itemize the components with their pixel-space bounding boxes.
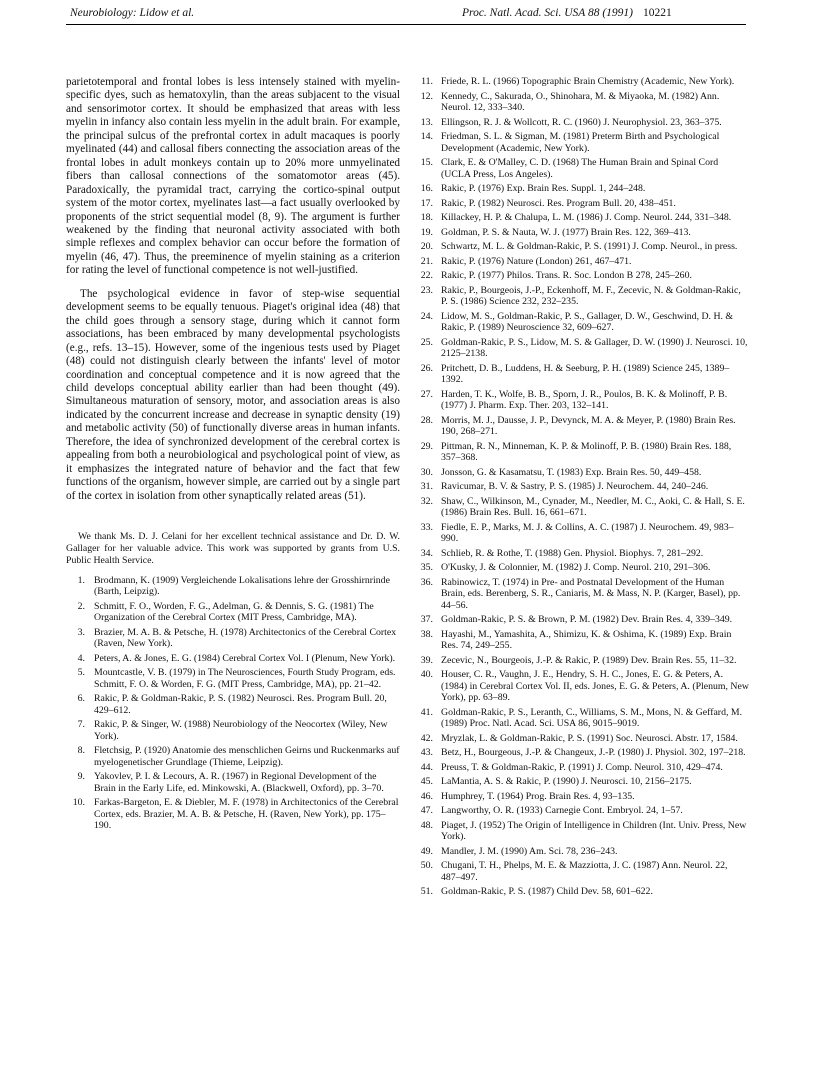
reference-number: 47. [420,805,433,816]
reference-item [414,562,749,574]
reference-text: Jonsson, G. & Kasamatsu, T. (1983) Exp. Brain Res. 50, 449–458. [441,466,702,478]
reference-number: 44. [420,761,433,773]
reference-text: Goldman-Rakic, P. S., Leranth, C., Williams, S. M., Mons, N. & Geffard, M. (1989) Proc. Natl. Acad. Sci. USA 86, 9015–9019. [441,706,743,729]
reference-item [414,496,749,519]
reference-text: Clark, E. & O'Malley, C. D. (1968) The Human Brain and Spinal Cord (UCLA Press, Los Angeles). [441,157,719,180]
reference-text: Fiedle, E. P., Marks, M. J. & Collins, A. C. (1987) J. Neurochem. 49, 983–990. [441,521,734,544]
body-paragraph-psychology: The psychological evidence in favor of step-wise sequential development seems to be equally tenuous. Piaget's original idea (48) that the child goes through a sensory stage, during which it cannot form associations, has been embraced by many developmental psychologists (e.g., refs. 13–15). However, some of the ingenious tests used by Piaget (48) could not distinguish clearly between the infants' level of motor coordination and conceptual competence and it is now agreed that the child develops conceptual ability earlier than had been thought (49). Simultaneous maturation of sensory, motor, and association areas is also indicated by the concurrent increase and decrease in synaptic density (19) and metabolic activity (50) of functionally diverse areas in human infants. Therefore, the idea of synchronized development of the cerebral cortex is appealing from both a neurobiological and psychological point of view, as it emphasizes the integrated nature of behavior and the fact that few functions of the organism, however simple, are carried out by a single part of the cortex in isolation from other synaptically related areas (51). [66,287,400,502]
reference-number: 49. [420,845,433,857]
reference-item [414,776,749,788]
reference-item [414,669,749,704]
reference-number: 34. [420,547,433,559]
reference-number: 3. [77,626,85,638]
reference-text: Hayashi, M., Yamashita, A., Shimizu, K. & Oshima, K. (1989) Exp. Brain Res. 74, 249–255. [441,628,732,651]
reference-number: 27. [420,388,433,400]
reference-text: Ellingson, R. J. & Wollcott, R. C. (1960) J. Neurophysiol. 23, 363–375. [441,116,722,128]
reference-number: 36. [420,576,433,588]
reference-item [414,614,749,626]
reference-text: Mandler, J. M. (1990) Am. Sci. 78, 236–243. [441,845,618,857]
reference-item [414,117,749,129]
journal-citation: Proc. Natl. Acad. Sci. USA 88 (1991) [462,7,633,19]
reference-number: 1. [77,574,85,586]
reference-number: 46. [420,790,433,802]
reference-number: 19. [420,226,433,238]
reference-item [414,227,749,239]
reference-text: Chugani, T. H., Phelps, M. E. & Mazziotta, J. C. (1987) Ann. Neurol. 22, 487–497. [441,860,728,883]
reference-text: Goldman-Rakic, P. S. & Brown, P. M. (1982) Dev. Brain Res. 4, 339–349. [441,614,733,625]
reference-number: 28. [420,414,433,426]
reference-text: Brazier, M. A. B. & Petsche, H. (1978) Architectonics of the Cerebral Cortex (Raven, New York). [94,626,397,650]
reference-number: 32. [420,495,433,507]
reference-item [414,733,749,745]
reference-number: 6. [77,693,85,705]
reference-item [414,548,749,560]
reference-text: Lidow, M. S., Goldman-Rakic, P. S., Gallager, D. W., Geschwind, D. H. & Rakic, P. (1989) Neuroscience 32, 609–627. [441,310,734,333]
reference-text: Rakic, P., Bourgeois, J.-P., Eckenhoff, M. F., Zecevic, N. & Goldman-Rakic, P. S. (1986) Science 232, 232–235. [441,284,741,307]
reference-number: 26. [420,362,433,374]
running-header-right [462,7,672,19]
reference-number: 50. [420,860,433,871]
reference-text: Ravicumar, B. V. & Sastry, P. S. (1985) J. Neurochem. 44, 240–246. [441,481,709,492]
reference-text: Schmitt, F. O., Worden, F. G., Adelman, G. & Dennis, S. G. (1981) The Organization of the Cerebral Cortex (MIT Press, Cambridge, MA). [94,600,374,624]
reference-number: 18. [420,212,433,223]
reference-number: 51. [420,886,433,897]
reference-number: 20. [420,241,433,252]
reference-text: Friede, R. L. (1966) Topographic Brain Chemistry (Academic, New York). [441,76,735,87]
reference-text: Rabinowicz, T. (1974) in Pre- and Postnatal Development of the Human Brain, eds. Berenberg, S. R., Caniaris, M. & Mass, N. P. (Karger, Basel), pp. 44–56. [441,576,741,611]
reference-number: 4. [77,652,85,664]
reference-item [414,337,749,360]
reference-item [66,575,400,598]
reference-item [414,655,749,667]
reference-text: Yakovlev, P. I. & Lecours, A. R. (1967) in Regional Development of the Brain in the Early Life, ed. Minkowski, A. (Blackwell, Oxford), pp. 3–70. [94,771,384,794]
reference-text: Pittman, R. N., Minneman, K. P. & Molinoff, P. B. (1980) Brain Res. 188, 357–368. [441,440,732,463]
reference-text: Rakic, P. (1976) Nature (London) 261, 467–471. [441,255,632,267]
reference-text: Schwartz, M. L. & Goldman-Rakic, P. S. (1991) J. Comp. Neurol., in press. [441,241,738,252]
reference-text: Pritchett, D. B., Luddens, H. & Seeburg, P. H. (1989) Science 245, 1389–1392. [441,362,730,385]
reference-text: Fletchsig, P. (1920) Anatomie des menschlichen Geirns und Ruckenmarks auf myelogenetischer Grundlage (Thieme, Leipzig). [94,745,400,768]
reference-text: Langworthy, O. R. (1933) Carnegie Cont. Embryol. 24, 1–57. [441,805,683,816]
reference-item [414,707,749,730]
left-column [66,76,400,835]
reference-item [414,577,749,612]
reference-number: 30. [420,466,433,478]
acknowledgment: We thank Ms. D. J. Celani for her excellent technical assistance and Dr. D. W. Gallager for her valuable advice. This work was supported by grants from U.S. Public Health Service. [66,531,400,566]
reference-item [414,846,749,858]
reference-item [414,467,749,479]
body-paragraph-myelin: parietotemporal and frontal lobes is less intensely stained with myelin-specific dyes, such as hematoxylin, than the areas subjacent to the visual and sensorimotor cortex. It should be emphasized that areas with less myelin in infancy also contain less myelin in the adult brain. For example, the principal sulcus of the prefrontal cortex in adult macaques is poorly myelinated (44) and callosal fibers connecting the association areas of the frontal lobes in adult monkeys contain up to 20% more unmyelinated fibers than callosal connections of the somatomotor areas (45). Paradoxically, the pyramidal tract, carrying the cortico-spinal output system of the motor cortex, myelinates last—a fact usually overlooked by proponents of the strict sequential model (8, 9). The argument is further weakened by the finding that neuronal activity associated with both simple reflexes and complex behavior can occur before the formation of myelin (46, 47). Thus, the preeminence of myelin staining as a criterion for rating the level of functional competence is not well-justified. [66,76,400,277]
reference-text: Piaget, J. (1952) The Origin of Intelligence in Children (Int. Univ. Press, New York). [441,819,747,842]
reference-number: 14. [420,131,433,142]
reference-text: Mryzlak, L. & Goldman-Rakic, P. S. (1991) Soc. Neurosci. Abstr. 17, 1584. [441,732,738,744]
running-header-left: Neurobiology: Lidow et al. [70,7,195,19]
reference-number: 12. [420,90,433,102]
reference-text: O'Kusky, J. & Colonnier, M. (1982) J. Comp. Neurol. 210, 291–306. [441,562,711,573]
reference-text: Preuss, T. & Goldman-Rakic, P. (1991) J. Comp. Neurol. 310, 429–474. [441,761,723,773]
reference-item [414,311,749,334]
reference-number: 8. [77,745,85,757]
reference-text: Morris, M. J., Dausse, J. P., Devynck, M. A. & Meyer, P. (1980) Brain Res. 190, 268–271. [441,414,736,437]
reference-item [66,771,400,794]
reference-text: Rakic, P. & Goldman-Rakic, P. S. (1982) Neurosci. Res. Program Bull. 20, 429–612. [94,693,387,716]
reference-number: 37. [420,614,433,625]
reference-item [414,270,749,282]
reference-number: 38. [420,628,433,640]
reference-item [414,762,749,774]
reference-item [414,860,749,883]
reference-number: 48. [420,819,433,831]
reference-item [414,389,749,412]
reference-text: Houser, C. R., Vaughn, J. E., Hendry, S. H. C., Jones, E. G. & Peters, A. (1984) in Cerebral Cortex Vol. II, eds. Jones, E. G. & Peters, A. (Plenum, New York), pp. 63–89. [441,669,749,703]
reference-number: 33. [420,521,433,533]
reference-item [414,481,749,493]
reference-number: 35. [420,562,433,573]
reference-item [414,441,749,464]
reference-item [414,131,749,154]
reference-item [66,693,400,716]
right-column [414,76,749,901]
reference-text: Peters, A. & Jones, E. G. (1984) Cerebral Cortex Vol. I (Plenum, New York). [94,652,396,664]
reference-item [414,76,749,88]
reference-number: 40. [420,669,433,680]
reference-item [414,747,749,759]
reference-text: LaMantia, A. S. & Rakic, P. (1990) J. Neurosci. 10, 2156–2175. [441,776,692,787]
reference-item [414,886,749,898]
reference-item [414,415,749,438]
reference-number: 41. [420,706,433,718]
reference-text: Humphrey, T. (1964) Prog. Brain Res. 4, 93–135. [441,790,635,802]
reference-number: 23. [420,284,433,296]
reference-text: Goldman-Rakic, P. S. (1987) Child Dev. 58, 601–622. [441,886,653,897]
reference-item [66,601,400,624]
reference-text: Zecevic, N., Bourgeois, J.-P. & Rakic, P. (1989) Dev. Brain Res. 55, 11–32. [441,654,737,666]
reference-number: 15. [420,157,433,168]
reference-text: Schlieb, R. & Rothe, T. (1988) Gen. Physiol. Biophys. 7, 281–292. [441,547,704,559]
reference-item [414,820,749,843]
reference-text: Killackey, H. P. & Chalupa, L. M. (1986) J. Comp. Neurol. 244, 331–348. [441,212,732,223]
reference-item [414,91,749,114]
reference-text: Goldman, P. S. & Nauta, W. J. (1977) Brain Res. 122, 369–413. [441,226,691,238]
reference-text: Goldman-Rakic, P. S., Lidow, M. S. & Gallager, D. W. (1990) J. Neurosci. 10, 2125–2138. [441,336,748,359]
reference-item [414,363,749,386]
reference-number: 39. [420,654,433,666]
page-number: 10221 [643,7,672,19]
reference-number: 2. [77,600,85,612]
reference-item [414,183,749,195]
reference-text: Friedman, S. L. & Sigman, M. (1981) Preterm Birth and Psychological Development (Academic, New York). [441,131,720,154]
reference-item [66,797,400,832]
reference-text: Rakic, P. (1977) Philos. Trans. R. Soc. London B 278, 245–260. [441,270,692,281]
reference-item [66,627,400,650]
reference-number: 10. [72,797,85,809]
reference-item [66,719,400,742]
reference-text: Rakic, P. (1976) Exp. Brain Res. Suppl. 1, 244–248. [441,183,646,194]
reference-item [414,791,749,803]
reference-text: Rakic, P. & Singer, W. (1988) Neurobiology of the Neocortex (Wiley, New York). [94,719,388,742]
header-rule [66,24,746,25]
reference-text: Mountcastle, V. B. (1979) in The Neurosciences, Fourth Study Program, eds. Schmitt, F. O. & Worden, F. G. (MIT Press, Cambridge, MA), pp. 21–42. [94,667,396,690]
reference-item [414,241,749,253]
reference-number: 13. [420,116,433,128]
reference-text: Rakic, P. (1982) Neurosci. Res. Program Bull. 20, 438–451. [441,197,676,209]
reference-text: Brodmann, K. (1909) Vergleichende Lokalisations lehre der Grosshirnrinde (Barth, Leipzig). [94,574,390,598]
reference-item [414,522,749,545]
reference-item [414,157,749,180]
reference-number: 22. [420,270,433,281]
reference-number: 24. [420,310,433,322]
reference-text: Betz, H., Bourgeous, J.-P. & Changeux, J.-P. (1980) J. Physiol. 302, 197–218. [441,747,746,758]
reference-item [414,256,749,268]
reference-number: 11. [421,76,433,87]
reference-number: 42. [420,732,433,744]
reference-number: 17. [420,197,433,209]
reference-number: 7. [77,719,85,731]
reference-number: 9. [77,771,85,783]
reference-item [414,212,749,224]
reference-item [414,805,749,817]
reference-item [66,745,400,768]
reference-text: Shaw, C., Wilkinson, M., Cynader, M., Needler, M. C., Aoki, C. & Hall, S. E. (1986) Brain Res. Bull. 16, 661–671. [441,495,745,518]
reference-list-left [66,575,400,832]
reference-number: 45. [420,776,433,787]
reference-item [414,629,749,652]
reference-number: 25. [420,336,433,348]
reference-number: 16. [420,183,433,194]
reference-number: 5. [77,667,85,679]
reference-number: 43. [420,747,433,758]
reference-item [414,285,749,308]
reference-item [414,198,749,210]
reference-item [66,653,400,665]
reference-text: Kennedy, C., Sakurada, O., Shinohara, M. & Miyaoka, M. (1982) Ann. Neurol. 12, 333–340. [441,90,720,113]
reference-text: Farkas-Bargeton, E. & Diebler, M. F. (1978) in Architectonics of the Cerebral Cortex, eds. Brazier, M. A. B. & Petsche, H. (Raven, New York), pp. 175–190. [94,797,399,832]
reference-number: 21. [420,255,433,267]
reference-text: Harden, T. K., Wolfe, B. B., Sporn, J. R., Poulos, B. K. & Molinoff, P. B. (1977) J. Pharm. Exp. Ther. 203, 132–141. [441,388,728,411]
reference-list-right [414,76,749,898]
reference-number: 29. [420,440,433,452]
reference-number: 31. [420,481,433,492]
reference-item [66,667,400,690]
